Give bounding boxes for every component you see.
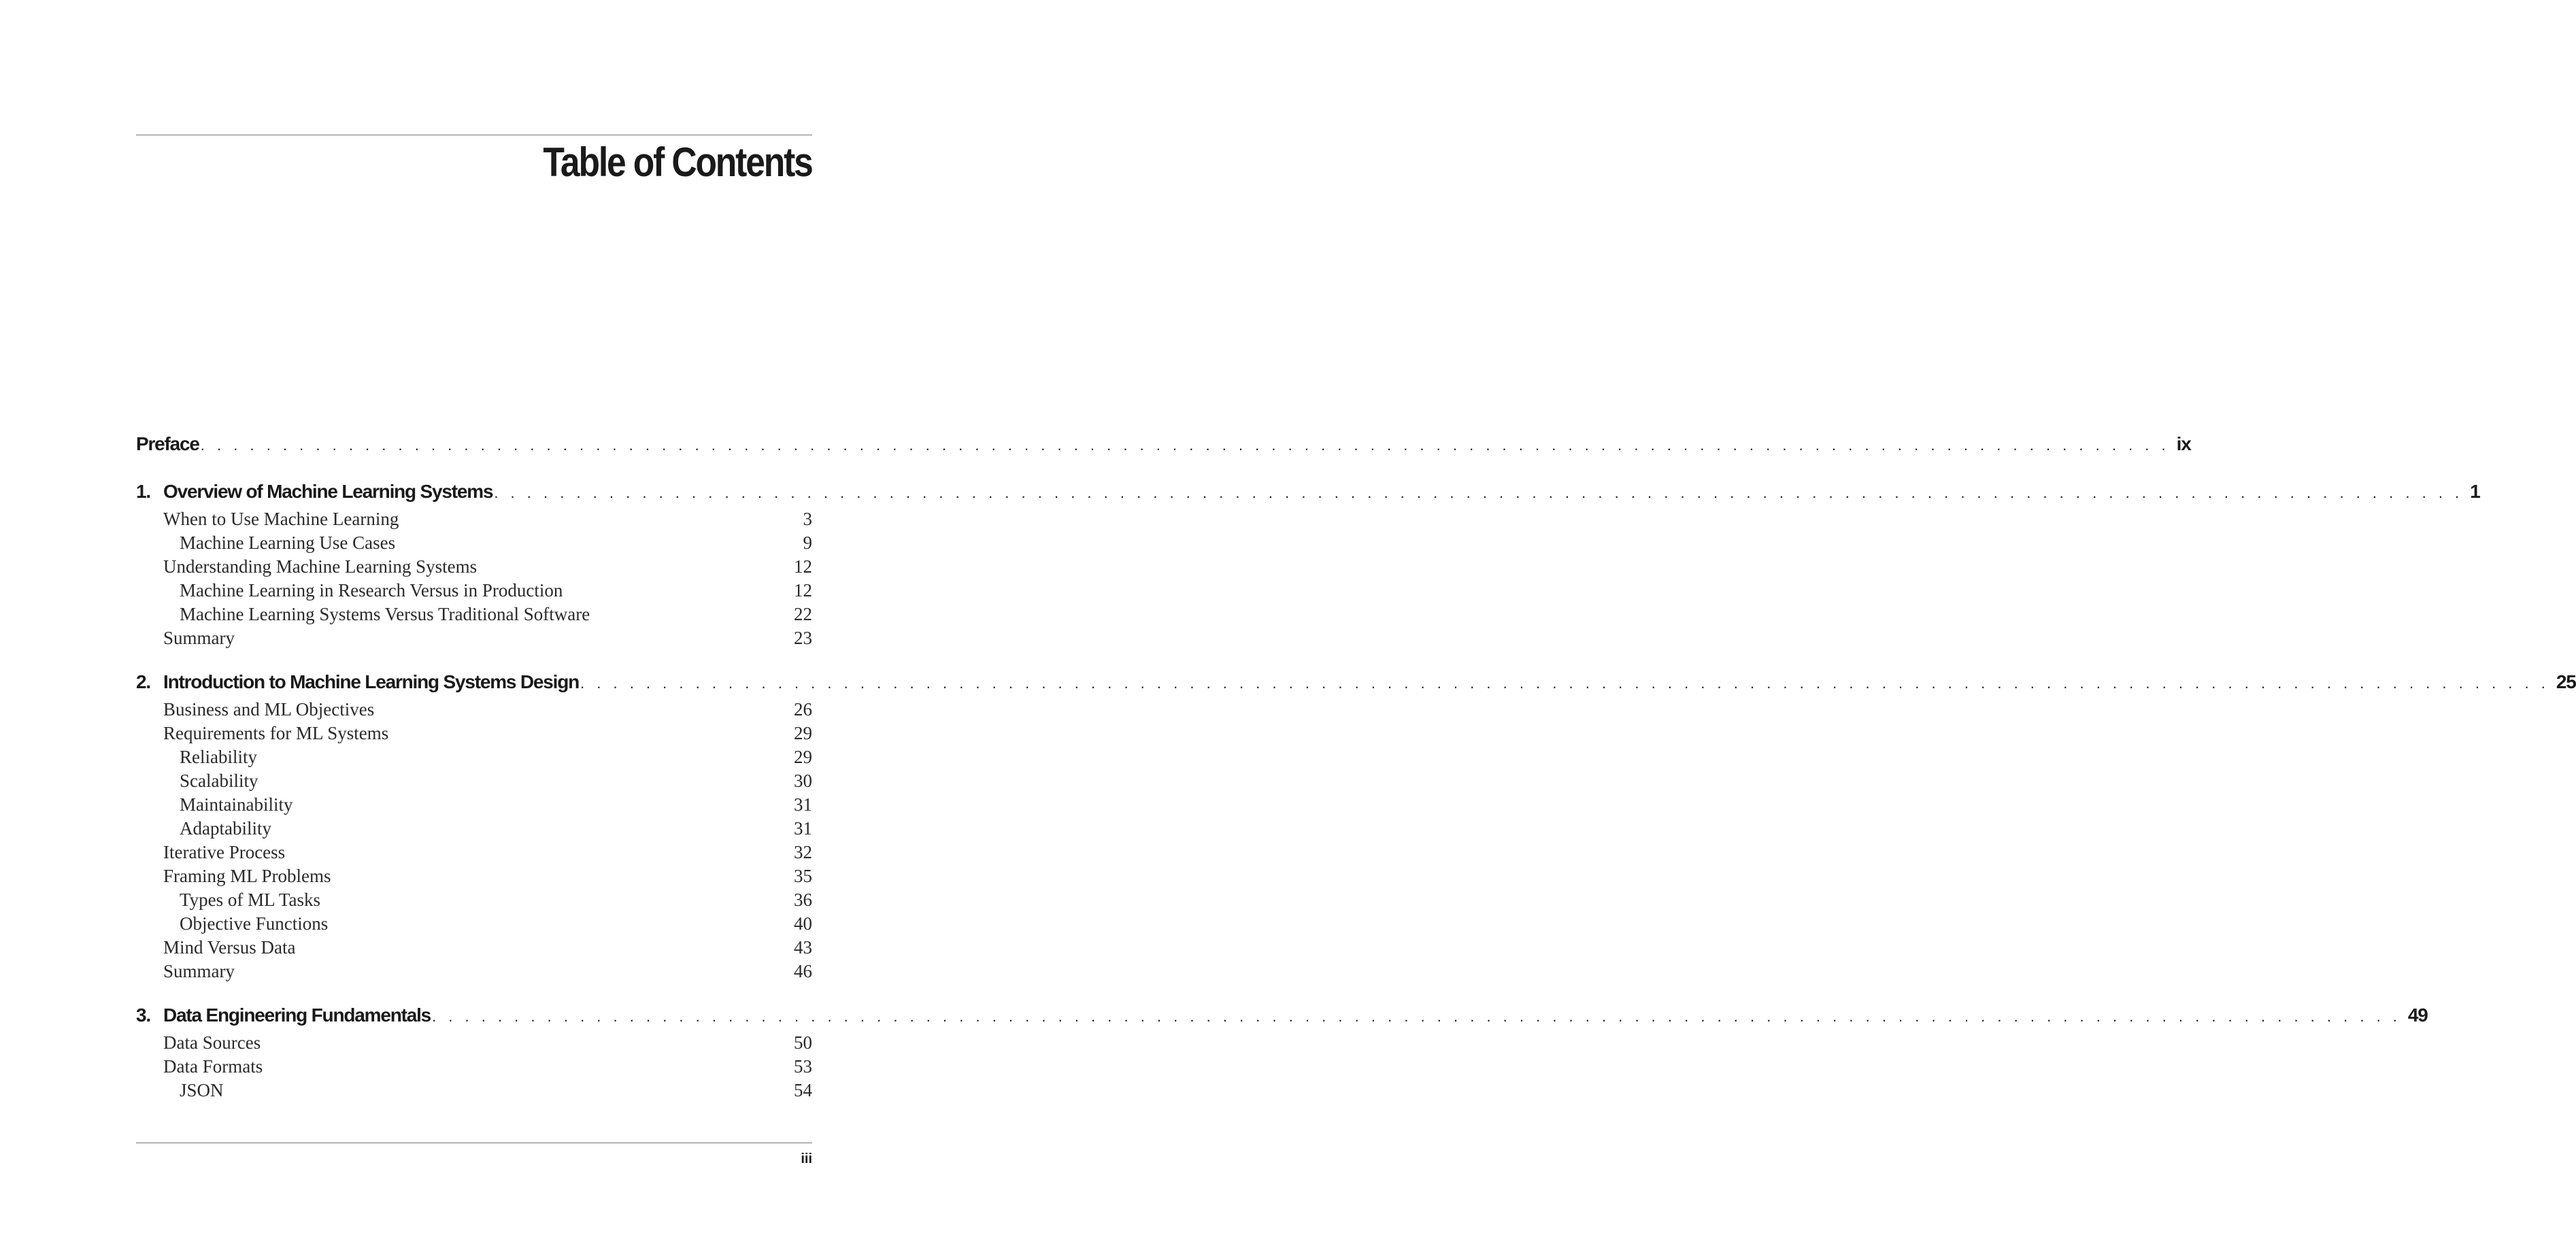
toc-entry[interactable] <box>136 579 812 603</box>
entry-page-number: 3 <box>803 509 812 529</box>
chapter-number: 3. <box>136 1004 150 1026</box>
chapter-page-number: ix <box>2176 433 2191 454</box>
entry-title[interactable]: Maintainability <box>180 794 293 815</box>
entry-title[interactable]: Data Formats <box>163 1056 263 1077</box>
entry-title[interactable]: Understanding Machine Learning Systems <box>163 556 478 577</box>
entry-title[interactable]: Business and ML Objectives <box>163 699 375 720</box>
entry-page-number: 53 <box>794 1056 812 1077</box>
entry-page-number: 22 <box>794 604 812 624</box>
entry-page-number: 9 <box>803 533 812 553</box>
entry-page-number: 46 <box>794 961 812 981</box>
entry-page-number: 26 <box>794 699 812 720</box>
toc-entry[interactable] <box>136 1055 812 1079</box>
toc-entry[interactable] <box>136 507 812 531</box>
entry-page-number: 29 <box>794 747 812 767</box>
chapter-page-number: 49 <box>2407 1004 2428 1026</box>
entry-page-number: 30 <box>794 771 812 791</box>
entry-page-number: 12 <box>794 580 812 601</box>
toc-entry[interactable] <box>136 626 812 650</box>
chapter-number: 1. <box>136 481 150 502</box>
entry-title[interactable]: Mind Versus Data <box>163 937 296 958</box>
toc-entry[interactable] <box>136 793 812 817</box>
chapter-page-number: 25 <box>2556 671 2576 692</box>
entry-title[interactable]: Requirements for ML Systems <box>163 723 389 743</box>
entry-title[interactable]: Scalability <box>180 771 258 791</box>
entry-title[interactable]: Reliability <box>180 747 257 767</box>
toc-entry[interactable] <box>136 841 812 864</box>
entry-title[interactable]: Data Sources <box>163 1032 261 1053</box>
toc-chapter-row[interactable] <box>136 666 2576 698</box>
entry-page-number: 31 <box>794 794 812 815</box>
entry-page-number: 43 <box>794 937 812 958</box>
entry-page-number: 31 <box>794 818 812 839</box>
toc-chapter-row[interactable] <box>136 1000 2428 1031</box>
entry-title[interactable]: Machine Learning in Research Versus in Production <box>180 580 563 601</box>
entry-page-number: 23 <box>794 628 812 648</box>
toc-entry[interactable] <box>136 698 812 722</box>
chapter-title[interactable]: Overview of Machine Learning Systems <box>163 481 493 502</box>
entry-title[interactable]: Framing ML Problems <box>163 866 331 886</box>
entry-title[interactable]: Summary <box>163 961 235 981</box>
entry-title[interactable]: Machine Learning Systems Versus Traditional Software <box>180 604 590 624</box>
chapter-title[interactable]: Introduction to Machine Learning Systems Design <box>163 671 580 692</box>
entry-title[interactable]: JSON <box>180 1080 224 1100</box>
page-title: Table of Contents <box>543 139 812 185</box>
toc-entry[interactable] <box>136 1079 812 1102</box>
chapter-title[interactable]: Data Engineering Fundamentals <box>163 1004 431 1026</box>
chapter-title[interactable]: Preface <box>136 433 199 454</box>
toc-entry[interactable] <box>136 745 812 769</box>
table-of-contents <box>136 428 2576 1102</box>
toc-entry[interactable] <box>136 888 812 912</box>
dot-leader: . . . . . . . . . . . . . . . . . . . . . . . . . . . . . . . . . . . . . . . . . . . . . . . . . . . . . . . . . . . . . . . . . . . . . . . . . . . . . . . . . . . . . . . . . . . . . . . . . . . . . . . . . . . . . . . . . . . . . . . . <box>494 484 2464 501</box>
entry-page-number: 12 <box>794 556 812 577</box>
entry-page-number: 40 <box>794 913 812 934</box>
toc-entry[interactable] <box>136 722 812 745</box>
toc-entry[interactable] <box>136 960 812 983</box>
entry-title[interactable]: Summary <box>163 628 235 648</box>
entry-title[interactable]: Adaptability <box>180 818 271 839</box>
dot-leader: . . . . . . . . . . . . . . . . . . . . . . . . . . . . . . . . . . . . . . . . . . . . . . . . . . . . . . . . . . . . . . . . . . . . . . . . . . . . . . . . . . . . . . . . . . . . . . . . . . . . . . . . . . . . . . . . . . . . . . . . <box>580 675 2549 692</box>
entry-page-number: 50 <box>794 1032 812 1053</box>
toc-entry[interactable] <box>136 769 812 793</box>
chapter-page-number: 1 <box>2470 481 2480 502</box>
entry-page-number: 54 <box>794 1080 812 1100</box>
toc-chapter-row[interactable] <box>136 476 2480 507</box>
toc-entry[interactable] <box>136 555 812 579</box>
toc-entry[interactable] <box>136 603 812 626</box>
toc-entry[interactable] <box>136 864 812 888</box>
entry-title[interactable]: Machine Learning Use Cases <box>180 533 396 553</box>
chapter-number: 2. <box>136 671 150 692</box>
dot-leader: . . . . . . . . . . . . . . . . . . . . . . . . . . . . . . . . . . . . . . . . . . . . . . . . . . . . . . . . . . . . . . . . . . . . . . . . . . . . . . . . . . . . . . . . . . . . . . . . . . . . . . . . . . . . . . . . . . . . . . . . <box>432 1008 2401 1025</box>
toc-chapter-row[interactable] <box>136 428 2191 460</box>
toc-entry[interactable] <box>136 1031 812 1055</box>
entry-page-number: 29 <box>794 723 812 743</box>
entry-title[interactable]: Types of ML Tasks <box>180 890 320 910</box>
toc-entry[interactable] <box>136 936 812 960</box>
entry-title[interactable]: Objective Functions <box>180 913 329 934</box>
entry-page-number: 36 <box>794 890 812 910</box>
entry-title[interactable]: When to Use Machine Learning <box>163 509 399 529</box>
toc-entry[interactable] <box>136 817 812 841</box>
entry-page-number: 35 <box>794 866 812 886</box>
entry-title[interactable]: Iterative Process <box>163 842 286 862</box>
toc-entry[interactable] <box>136 912 812 936</box>
dot-leader: . . . . . . . . . . . . . . . . . . . . . . . . . . . . . . . . . . . . . . . . . . . . . . . . . . . . . . . . . . . . . . . . . . . . . . . . . . . . . . . . . . . . . . . . . . . . . . . . . . . . . . . . . . . . . . . . . . . . . . . . <box>200 437 2170 454</box>
page-number: iii <box>801 1151 812 1166</box>
entry-page-number: 32 <box>794 842 812 862</box>
toc-entry[interactable] <box>136 531 812 555</box>
